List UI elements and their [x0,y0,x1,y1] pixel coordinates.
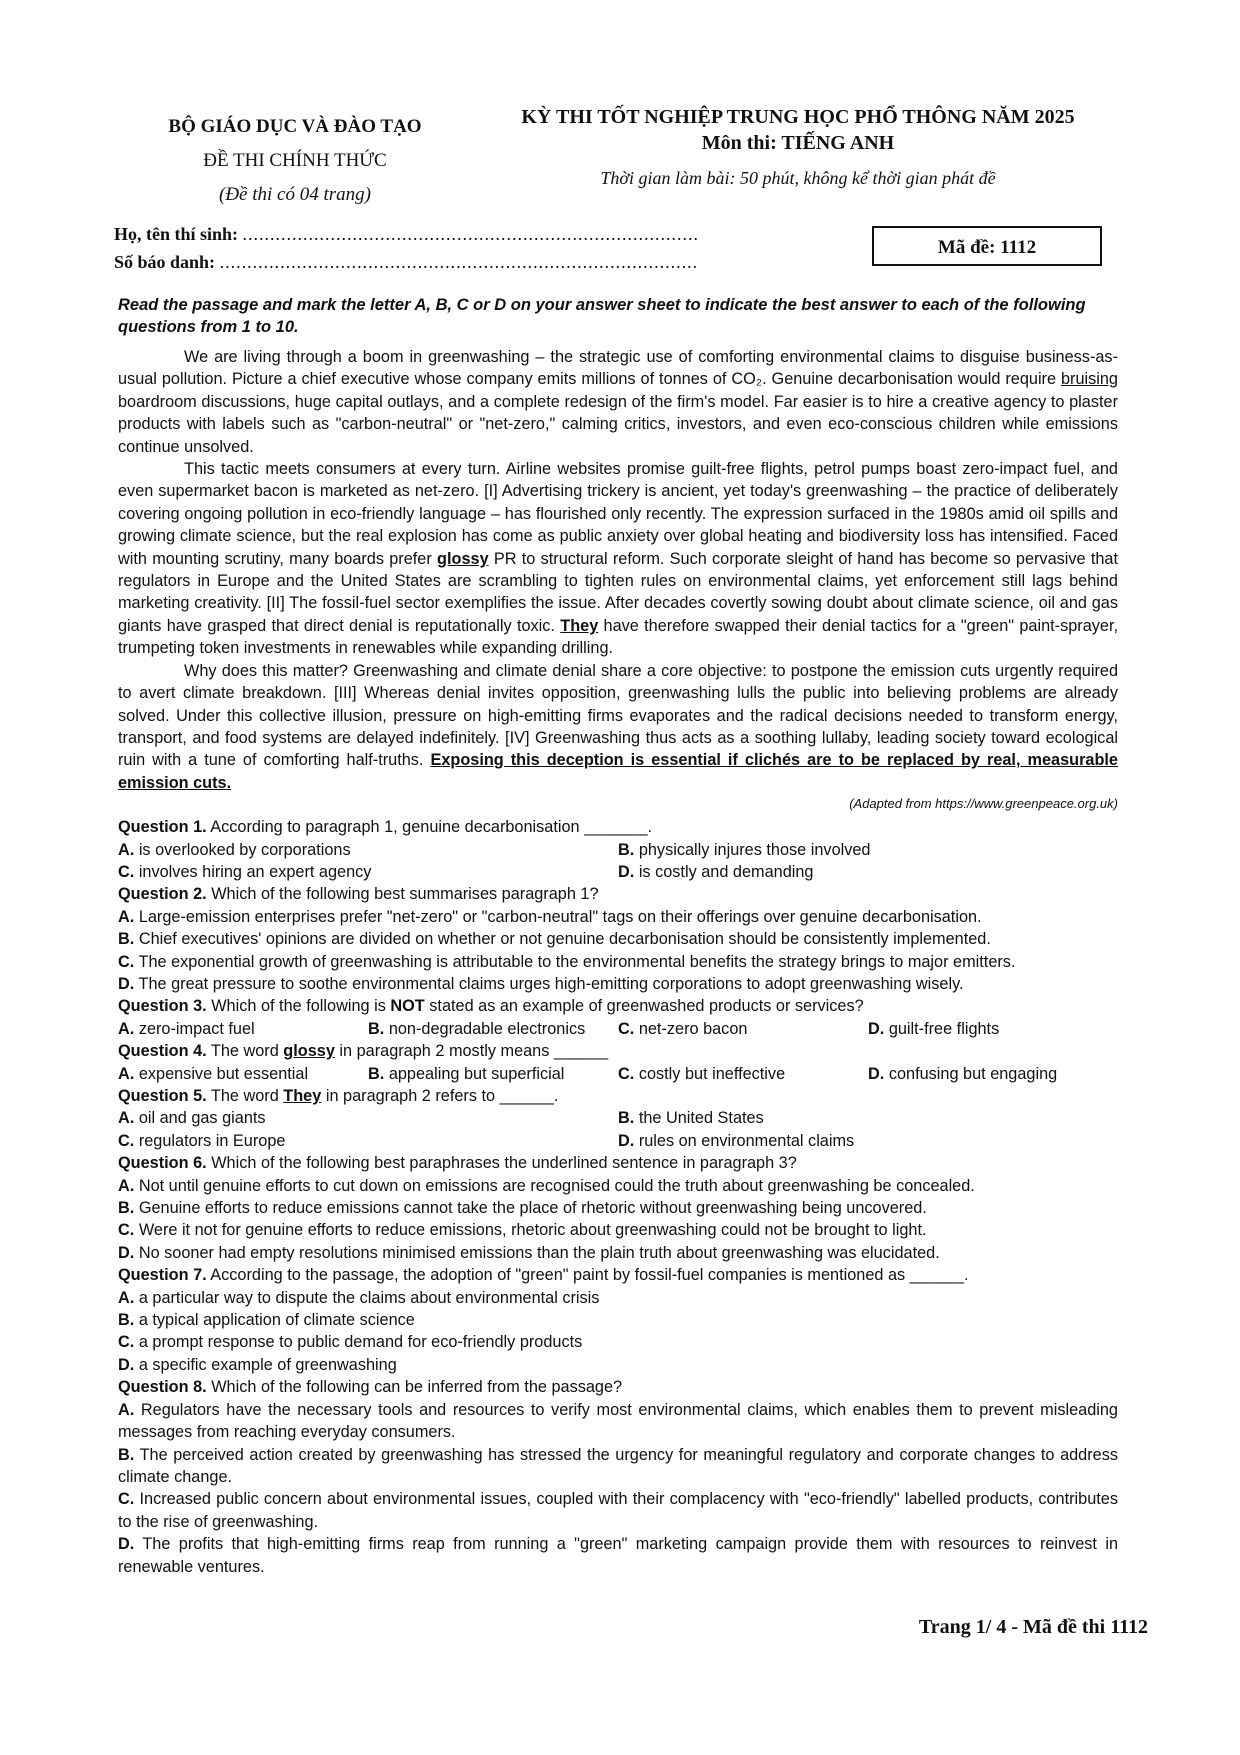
passage-paragraph-3: Why does this matter? Greenwashing and climate denial share a core objective: to postpone the emission cuts urgently required to avert climate breakdown. [III] Whereas denial invites opposition, greenwashing lulls the public into believing problems are already solved. Under this collective illusion, pressure on high-emitting firms evaporates and the radical decisions needed to transform energy, transport, and food systems are delayed indefinitely. [IV] Greenwashing thus acts as a soothing lullaby, leading society toward ecological ruin with a tune of comforting half-truths. Exposing this deception is essential if clichés are to be replaced by real, measurable emission cuts. [118,661,1118,792]
option-2d[interactable]: D. The great pressure to soothe environmental claims urges high-emitting corporations to adopt greenwashing wisely. [118,974,964,993]
candidate-name-label: Họ, tên thí sinh: [114,224,239,244]
option-8d[interactable]: D. The profits that high-emitting firms reap from running a "green" marketing campaign provide them with resources to reinvest in renewable ventures. [118,1535,1118,1576]
content [118,294,1118,1578]
word-glossy: glossy [437,549,489,568]
passage-paragraph-2: This tactic meets consumers at every turn. Airline websites promise guilt-free flights, petrol pumps boast zero-impact fuel, and even supermarket bacon is marketed as net-zero. [I] Advertising trickery is ancient, yet today's greenwashing – the practice of deliberately covering ongoing pollution in eco-friendly language – has flourished only recently. The expression surfaced in the 1980s amid oil spills and growing climate science, but the real explosion has come as public anxiety over global heating and biodiversity loss has intensified. Faced with mounting scrutiny, many boards prefer glossy PR to structural reform. Such corporate sleight of hand has become so pervasive that regulators in Europe and the United States are scrambling to tighten rules on environmental claims, yet enforcement still lags behind marketing creativity. [II] The fossil-fuel sector exemplifies the issue. After decades covertly sowing doubt about climate science, oil and gas giants have grasped that direct denial is reputationally toxic. They have therefore swapped their denial tactics for a "green" paint-sprayer, trumpeting token investments in renewables while expanding drilling. [118,460,1118,658]
underlined-sentence: Exposing this deception is essential if clichés are to be replaced by real, measurable emission cuts. [118,751,1118,792]
option-6a[interactable]: A. Not until genuine efforts to cut down on emissions are recognised could the truth about greenwashing be concealed. [118,1176,975,1195]
candidate-id-row [114,252,698,273]
question-2: Question 2. Which of the following best summarises paragraph 1? [118,885,599,904]
option-7d[interactable]: D. a specific example of greenwashing [118,1355,397,1374]
pages-note: (Đề thi có 04 trang) [219,184,371,205]
option-2a[interactable]: A. Large-emission enterprises prefer "net-zero" or "carbon-neutral" tags on their offerings over genuine decarbonisation. [118,907,982,926]
option-1d[interactable]: D. is costly and demanding [618,862,814,881]
option-2c[interactable]: C. The exponential growth of greenwashing is attributable to the environmental benefits the strategy brings to major emitters. [118,952,1016,971]
option-5b[interactable]: B. the United States [618,1109,764,1128]
question-8: Question 8. Which of the following can be inferred from the passage? [118,1378,623,1397]
question-4: Question 4. The word glossy in paragraph 2 mostly means ______ [118,1042,609,1061]
candidate-id-field: ....................................................................................... [219,252,699,272]
option-4b[interactable]: B. appealing but superficial [368,1064,565,1083]
option-4a[interactable]: A. expensive but essential [118,1064,309,1083]
option-6c[interactable]: C. Were it not for genuine efforts to reduce emissions, rhetoric about greenwashing could not be brought to light. [118,1221,927,1240]
question-6: Question 6. Which of the following best paraphrases the underlined sentence in paragraph 3? [118,1154,797,1173]
option-1b[interactable]: B. physically injures those involved [618,840,871,859]
option-7b[interactable]: B. a typical application of climate science [118,1311,415,1330]
header-left [130,110,460,212]
word-they: They [560,616,599,635]
question-5-options [118,1107,1118,1152]
option-3b[interactable]: B. non-degradable electronics [368,1019,586,1038]
option-5a[interactable]: A. oil and gas giants [118,1109,266,1128]
option-6d[interactable]: D. No sooner had empty resolutions minimised emissions than the plain truth about greenwashing was elucidated. [118,1243,940,1262]
exam-subject: Môn thi: TIẾNG ANH [701,132,895,154]
question-4-options [118,1063,1118,1085]
page-footer: Trang 1/ 4 - Mã đề thi 1112 [918,1616,1148,1638]
instruction: Read the passage and mark the letter A, B, C or D on your answer sheet to indicate the best answer to each of the following questions from 1 to 10. [118,296,1086,336]
word-bruising: bruising [1060,370,1118,389]
question-5: Question 5. The word They in paragraph 2 refers to ______. [118,1087,559,1105]
exam-time: Thời gian làm bài: 50 phút, không kể thời gian phát đề [600,168,996,188]
option-1c[interactable]: C. involves hiring an expert agency [118,862,372,881]
header-right [488,104,1108,194]
exam-title: KỲ THI TỐT NGHIỆP TRUNG HỌC PHỔ THÔNG NĂM 2025 [521,106,1075,128]
option-6b[interactable]: B. Genuine efforts to reduce emissions cannot take the place of rhetoric without greenwashing being uncovered. [118,1199,927,1218]
option-5d[interactable]: D. rules on environmental claims [618,1131,855,1150]
question-1-options [118,839,1118,884]
option-8c[interactable]: C. Increased public concern about environmental issues, coupled with their complacency with "eco-friendly" labelled products, contributes to the rise of greenwashing. [118,1490,1118,1531]
option-8a[interactable]: A. Regulators have the necessary tools and resources to verify most environmental claims, which enables them to prevent misleading messages from reaching everyday consumers. [118,1400,1118,1442]
option-4d[interactable]: D. confusing but engaging [868,1064,1058,1083]
ministry-name: BỘ GIÁO DỤC VÀ ĐÀO TẠO [168,116,422,137]
official-label: ĐỀ THI CHÍNH THỨC [203,150,387,171]
option-7a[interactable]: A. a particular way to dispute the claims about environmental crisis [118,1288,600,1307]
candidate-name-row [114,224,699,245]
option-1a[interactable]: A. is overlooked by corporations [118,840,351,859]
option-3a[interactable]: A. zero-impact fuel [118,1019,255,1038]
option-3c[interactable]: C. net-zero bacon [618,1019,748,1038]
option-7c[interactable]: C. a prompt response to public demand for eco-friendly products [118,1333,583,1352]
option-3d[interactable]: D. guilt-free flights [868,1019,1000,1038]
candidate-id-label: Số báo danh: [114,252,216,272]
question-1: Question 1. According to paragraph 1, genuine decarbonisation _______. [118,818,653,837]
passage-paragraph-1: We are living through a boom in greenwashing – the strategic use of comforting environmental claims to disguise business-as-usual pollution. Picture a chief executive whose company emits millions of tonnes of CO₂. Genuine decarbonisation would require bruising boardroom discussions, huge capital outlays, and a complete redesign of the firm's model. Far easier is to hire a creative agency to plaster products with labels such as "carbon-neutral" or "net-zero," calming critics, investors, and even eco-conscious children while emissions continue unsolved. [118,348,1118,456]
option-2b[interactable]: B. Chief executives' opinions are divided on whether or not genuine decarbonisation should be consistently implemented. [118,930,991,949]
passage-source: (Adapted from https://www.greenpeace.org.uk) [849,796,1118,812]
question-7: Question 7. According to the passage, the adoption of "green" paint by fossil-fuel companies is mentioned as ______. [118,1266,969,1285]
candidate-name-field: ................................................................................... [242,224,700,244]
exam-code-box: Mã đề: 1112 [872,226,1102,266]
question-3-options [118,1018,1118,1040]
question-3: Question 3. Which of the following is NOT stated as an example of greenwashed products or services? [118,997,864,1016]
option-5c[interactable]: C. regulators in Europe [118,1131,286,1150]
option-4c[interactable]: C. costly but ineffective [618,1064,786,1083]
option-8b[interactable]: B. The perceived action created by greenwashing has stressed the urgency for meaningful regulatory and corporate changes to address climate change. [118,1445,1118,1486]
